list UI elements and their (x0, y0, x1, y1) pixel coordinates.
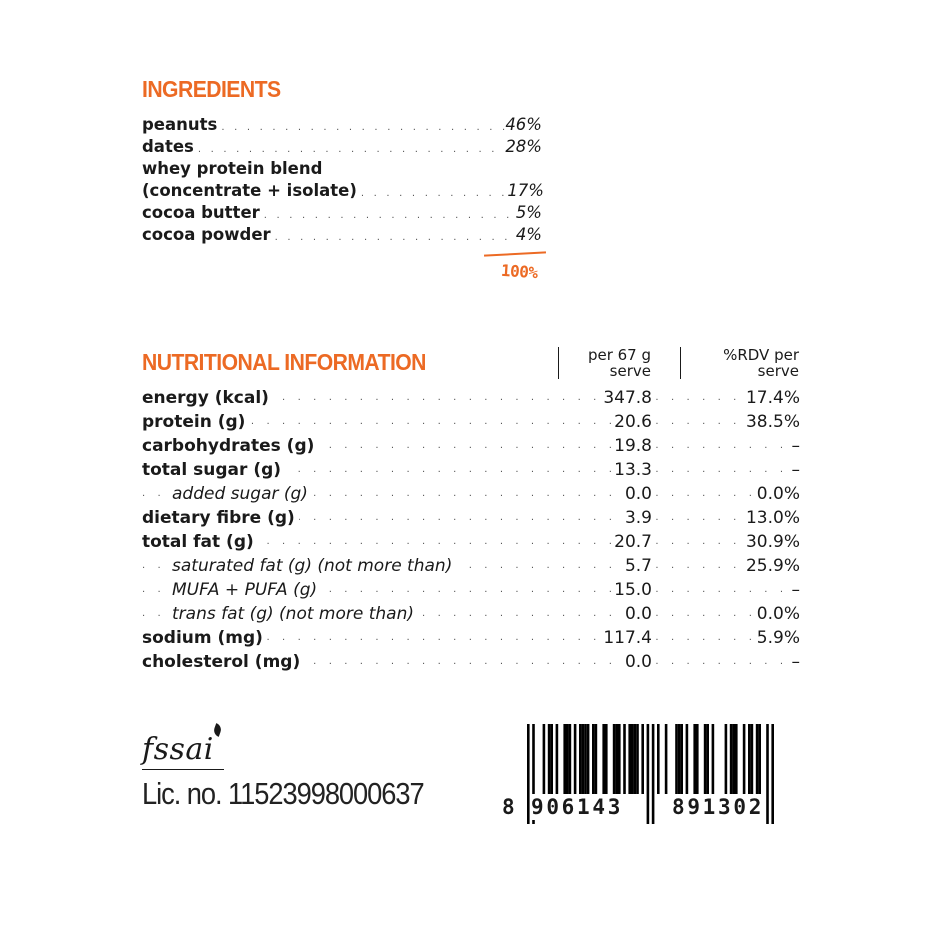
column-header-line: per 67 g (587, 346, 651, 364)
nutrient-rdv: 0.0% (754, 602, 800, 626)
nutrient-per-serve: 0.0 (624, 484, 652, 504)
nutrient-label: cholesterol (mg) (142, 650, 304, 674)
column-header-line: serve (609, 362, 651, 380)
barcode-bar (569, 724, 572, 794)
nutrient-rdv: 25.9% (743, 554, 800, 578)
barcode-bar (613, 724, 616, 794)
barcode-bar (587, 724, 590, 794)
barcode-bar (592, 724, 595, 794)
nutrient-rdv: – (789, 458, 801, 482)
table-row (142, 386, 800, 410)
license-number: Lic. no. 11523998000637 (142, 776, 424, 811)
table-row (142, 530, 800, 554)
barcode-bar (696, 724, 699, 794)
ingredient-pct: 5% (515, 203, 542, 222)
barcode-bar (748, 724, 751, 794)
list-item (142, 224, 542, 246)
nutrient-rdv: – (789, 434, 801, 458)
dot-leader (217, 117, 505, 139)
barcode-bar (631, 724, 634, 794)
barcode-bar (543, 724, 546, 794)
nutrient-label: saturated fat (g) (not more than) (172, 554, 456, 578)
ingredient-name: cocoa butter (142, 203, 260, 222)
nutrient-label: total fat (g) (142, 530, 258, 554)
ingredients-list (142, 114, 542, 246)
nutrient-label: added sugar (g) (172, 482, 312, 506)
barcode-bar (652, 724, 655, 824)
barcode-bar (758, 724, 761, 794)
ingredient-name: cocoa powder (142, 225, 271, 244)
table-row (142, 554, 800, 578)
barcode-bar (563, 724, 566, 794)
barcode-bar (527, 724, 530, 824)
barcode-bar (693, 724, 696, 794)
nutrient-rdv: 5.9% (754, 626, 800, 650)
nutrient-rdv: 0.0% (754, 482, 800, 506)
barcode-bar (548, 724, 551, 794)
table-row (142, 434, 800, 458)
ingredient-pct: 46% (505, 115, 542, 134)
dot-leader (260, 205, 516, 227)
nutrient-per-serve: 0.0 (624, 652, 652, 672)
total-underline (484, 251, 546, 256)
barcode-bar (766, 724, 769, 824)
nutrient-per-serve: 15.0 (614, 580, 652, 600)
ingredient-pct: 28% (505, 137, 542, 156)
table-row (142, 650, 800, 674)
nutrient-per-serve: 19.8 (614, 436, 652, 456)
barcode-bar (771, 724, 774, 824)
nutrient-rdv: 17.4% (743, 386, 800, 410)
barcode-bar (579, 724, 582, 794)
nutrient-label: protein (g) (142, 410, 249, 434)
nutrient-per-serve: 117.4 (603, 628, 652, 648)
barcode-digits-right: 891302 (672, 795, 765, 819)
nutrition-table (142, 386, 800, 674)
ingredient-name: (concentrate + isolate) (142, 181, 357, 200)
barcode-digits-left: 906143 (531, 795, 624, 819)
barcode-bar (641, 724, 644, 794)
nutrient-per-serve: 20.7 (614, 532, 652, 552)
barcode-bar (550, 724, 553, 794)
barcode-bar (756, 724, 759, 794)
barcode-bar (678, 724, 681, 794)
nutrition-heading: NUTRITIONAL INFORMATION (142, 349, 426, 375)
nutrient-rdv: 38.5% (743, 410, 800, 434)
nutrient-label: carbohydrates (g) (142, 434, 318, 458)
list-item (142, 180, 544, 202)
dot-leader (357, 183, 507, 205)
barcode-bar (657, 724, 660, 794)
list-item (142, 158, 542, 180)
nutrient-per-serve: 3.9 (624, 508, 652, 528)
barcode-bar (675, 724, 678, 794)
table-row (142, 410, 800, 434)
column-header-line: serve (757, 362, 799, 380)
column-header-line: %RDV per (723, 346, 799, 364)
barcode-bar (730, 724, 733, 794)
nutrient-label: trans fat (g) (not more than) (172, 602, 418, 626)
barcode-bar (636, 724, 639, 794)
table-row (142, 602, 800, 626)
barcode-bar (751, 724, 754, 794)
nutrient-label: MUFA + PUFA (g) (172, 578, 321, 602)
ingredient-pct: 17% (507, 181, 544, 200)
nutrient-label: sodium (mg) (142, 626, 267, 650)
table-row (142, 578, 800, 602)
nutrient-rdv: – (789, 578, 801, 602)
barcode-bar (615, 724, 618, 794)
barcode-bar (574, 724, 577, 794)
ingredient-pct: 4% (515, 225, 542, 244)
ingredient-name: dates (142, 137, 194, 156)
barcode-bar (706, 724, 709, 794)
nutrient-rdv: – (789, 650, 801, 674)
list-item (142, 136, 542, 158)
ingredient-name: whey protein blend (142, 159, 323, 178)
table-row (142, 482, 800, 506)
nutrient-rdv: 30.9% (743, 530, 800, 554)
barcode-bar (618, 724, 621, 794)
barcode-bar (680, 724, 683, 794)
column-header-per-serve (558, 347, 653, 379)
barcode-bar (628, 724, 631, 794)
barcode-bar (647, 724, 650, 824)
fssai-logo: fssai (142, 732, 214, 767)
nutrient-per-serve: 13.3 (614, 460, 652, 480)
nutrient-per-serve: 20.6 (614, 412, 652, 432)
nutrient-per-serve: 5.7 (624, 556, 652, 576)
nutrient-label: dietary fibre (g) (142, 506, 299, 530)
table-row (142, 626, 800, 650)
nutrient-rdv: 13.0% (743, 506, 800, 530)
table-row (142, 506, 800, 530)
barcode-bar (605, 724, 608, 794)
ingredient-name: peanuts (142, 115, 218, 134)
nutrient-label: energy (kcal) (142, 386, 273, 410)
ingredients-total: 100% (500, 260, 539, 283)
barcode-bar (665, 724, 668, 794)
fssai-underline (142, 769, 224, 770)
list-item (142, 114, 542, 136)
barcode-bar (602, 724, 605, 794)
barcode-bar (634, 724, 637, 794)
barcode-bar (556, 724, 559, 794)
barcode-bar (623, 724, 626, 794)
barcode-bar (725, 724, 728, 794)
nutrient-label: total sugar (g) (142, 458, 285, 482)
table-row (142, 458, 800, 482)
list-item (142, 202, 542, 224)
barcode-bar (712, 724, 715, 794)
barcode-bar (735, 724, 738, 794)
barcode-bar (595, 724, 598, 794)
barcode-bar (704, 724, 707, 794)
barcode-bar (686, 724, 689, 794)
barcode-bar (584, 724, 587, 794)
barcode-bar (743, 724, 746, 794)
nutrient-per-serve: 347.8 (603, 388, 652, 408)
barcode-bar (732, 724, 735, 794)
nutrient-per-serve: 0.0 (624, 604, 652, 624)
ingredients-heading: INGREDIENTS (142, 76, 281, 102)
barcode-digit-first: 8 (502, 795, 518, 819)
dot-leader (271, 227, 516, 249)
barcode-bar (566, 724, 569, 794)
column-header-rdv (680, 347, 799, 379)
barcode-bar (582, 724, 585, 794)
